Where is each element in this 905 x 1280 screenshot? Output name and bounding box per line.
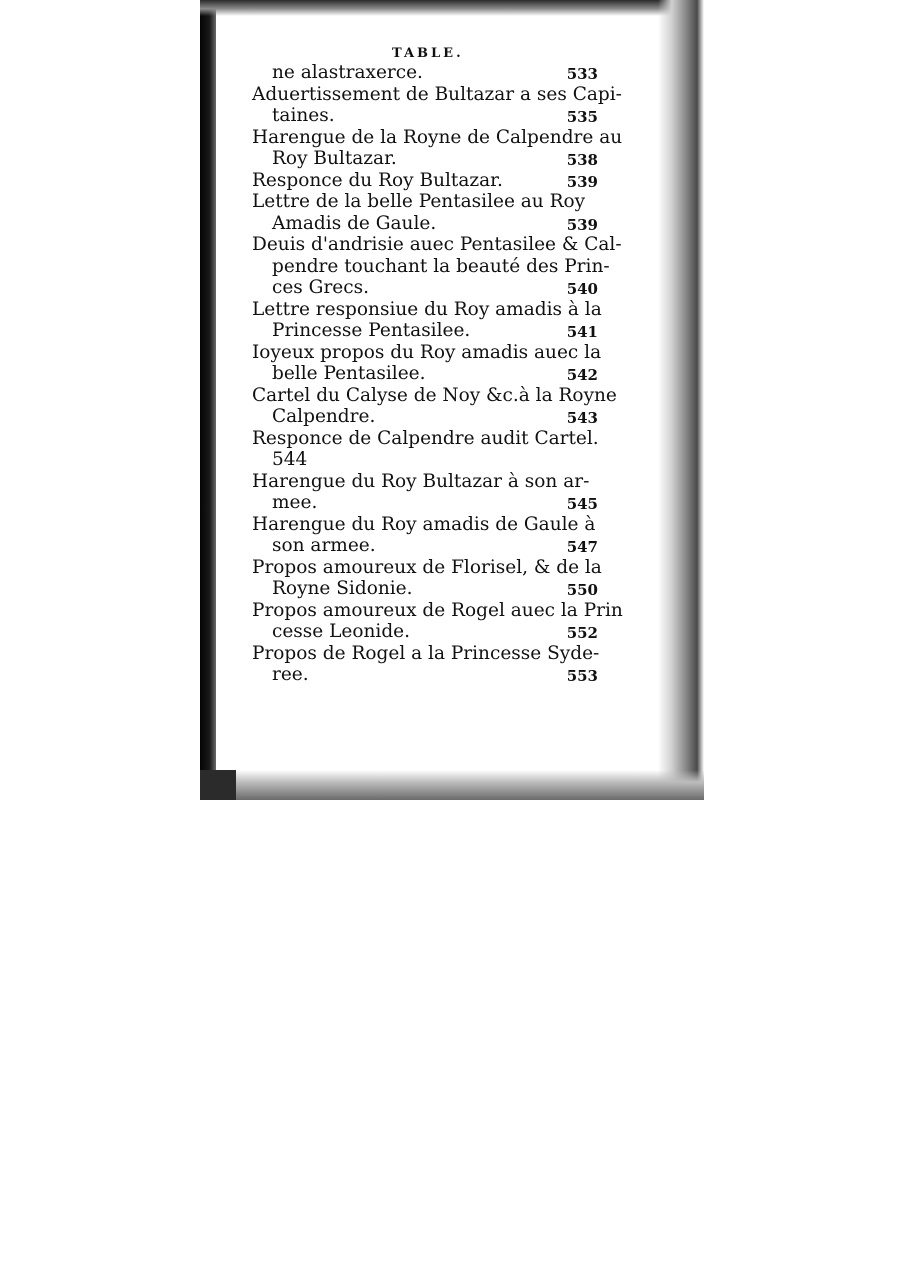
toc-page-number: 539 [566,215,598,234]
toc-entry-line: Roy Bultazar. [272,148,397,169]
toc-entry-line: mee. [272,492,318,513]
toc-entry-line: Lettre de la belle Pentasilee au Roy [252,191,586,212]
toc-page-number: 535 [566,108,598,126]
page-bottom-edge [200,770,704,800]
toc-entry-line: Aduertissement de Bultazar a ses Capi- [252,83,622,105]
toc-page-number: 542 [566,366,598,384]
toc-page-number: 540 [566,280,598,298]
toc-entry [252,62,602,84]
page-fore-edge [658,0,704,800]
toc-page-number: 541 [566,323,598,341]
toc-entry-line: Responce de Calpendre audit Cartel. [252,427,599,449]
toc-entry-line: Calpendre. [272,406,376,427]
toc-entry-line: 544 [272,449,308,470]
toc-entry-line: son armee. [272,535,376,556]
toc-entry-line: pendre touchant la beauté des Prin- [272,255,610,277]
toc-entry [252,170,602,192]
toc-entry-line: belle Pentasilee. [272,363,426,384]
toc-entry [252,428,602,471]
toc-entry-line: cesse Leonide. [272,621,411,642]
toc-entry [252,126,623,170]
toc-entry-line: Royne Sidonie. [272,578,413,599]
toc-page-number: 550 [566,581,598,599]
toc-entry-line: Harengue du Roy Bultazar à son ar- [252,470,590,492]
toc-entry-line: Harengue du Roy amadis de Gaule à [252,513,596,535]
toc-entry-line: ne alastraxerce. [272,62,423,83]
page-top-edge [200,0,704,16]
table-of-contents [252,62,623,686]
toc-entry [252,83,622,127]
toc-page-number: 538 [566,151,598,169]
toc-entry-line: Propos amoureux de Florisel, & de la [252,556,602,578]
toc-page-number: 533 [566,65,598,83]
toc-entry-line: Harengue de la Royne de Calpendre au [252,126,623,148]
toc-page-number: 553 [566,667,598,685]
toc-entry-line: taines. [272,105,335,126]
binding-corner [200,770,236,800]
toc-page-number: 547 [566,538,598,556]
toc-entry [252,342,602,385]
running-head: TABLE. [392,46,464,61]
toc-page-number: 539 [566,172,598,191]
toc-entry [252,384,617,428]
toc-entry-line: Cartel du Calyse de Noy &c.à la Royne [252,384,617,406]
toc-page-number: 545 [566,495,598,513]
toc-entry-line: ces Grecs. [272,277,369,298]
toc-entry-line: Propos amoureux de Rogel auec la Prin [252,599,623,621]
toc-entry [252,471,602,514]
toc-entry [252,557,602,600]
toc-entry [252,643,602,686]
toc-entry [252,299,602,342]
book-gutter-edge [200,0,216,800]
toc-entry-line: Lettre responsiue du Roy amadis à la [252,298,602,320]
toc-entry-line: ree. [272,664,309,685]
toc-entry-line: Princesse Pentasilee. [272,320,471,341]
toc-page-number: 543 [566,409,598,427]
toc-entry-line: Deuis d'andrisie auec Pentasilee & Cal- [252,234,622,255]
toc-entry-line: Amadis de Gaule. [272,212,437,234]
toc-page-number: 552 [566,624,598,642]
toc-entry-line: Ioyeux propos du Roy amadis auec la [252,341,602,363]
toc-entry [252,234,622,299]
toc-entry [252,599,623,643]
toc-entry [252,191,602,234]
toc-entry [252,514,602,557]
toc-entry-line: Propos de Rogel a la Princesse Syde- [252,642,600,664]
toc-entry-line: Responce du Roy Bultazar. [252,169,503,191]
